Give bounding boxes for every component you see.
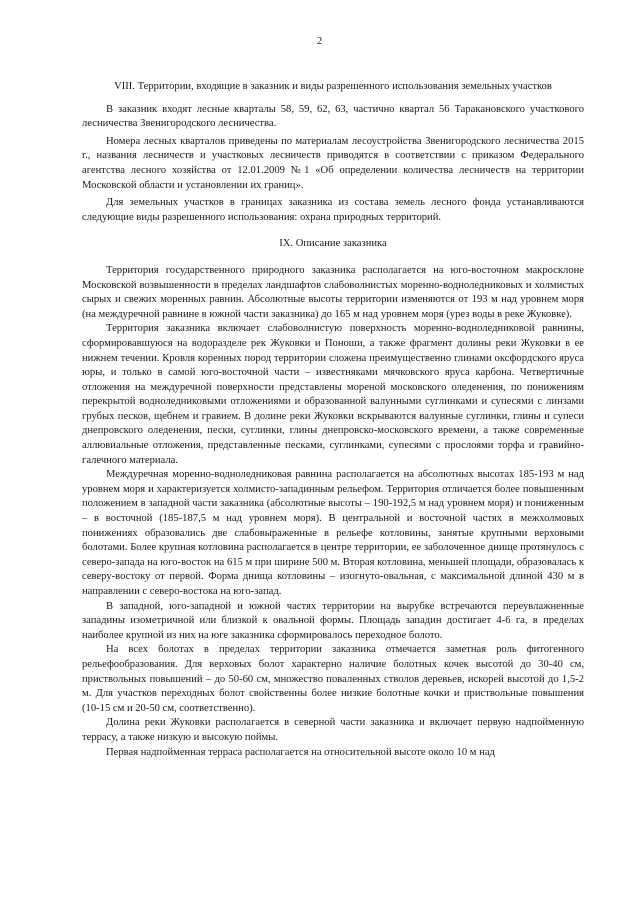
section-9-paragraph-3: Междуречная моренно-водноледниковая равнина располагается на абсолютных высотах 185-193 м над уровнем моря и характеризуется холмисто-западинным рельефом. Территория отличается более повышенным положением в западной части заказника (абсолютные высоты – 190-192,5 м над уровнем моря) и пониженным – в восточной (185-187,5 м над уровнем моря). В центральной и восточной частях в межхолмовых понижениях образовались две слабовыраженные в рельефе котловины, занятые крупными верховыми болотами. Более крупная котловина располагается в центре территории, ее заболоченное днище протянулось с северо-запада на юго-восток на 615 м при ширине 500 м. Вторая котловина, меньшей площади, образовалась к северу-востоку от первой. Форма днища котловины – изогнуто-овальная, с максимальной длиной 430 м в направлении с северо-востока на юго-запад. xyxy=(82,469,584,597)
section-8-paragraph-2: Номера лесных кварталов приведены по материалам лесоустройства Звенигородского лесничества 2015 г., названия лесничеств и участковых лесничеств приводятся в соответствии с приказом Федерального агентства лесного хозяйства от 12.01.2009 №1 «Об определении количества лесничеств на территории Московской области и установлении их границ». xyxy=(82,135,584,191)
section-9-paragraph-6: Долина реки Жуковки располагается в северной части заказника и включает первую надпойменную террасу, а также низкую и высокую поймы. xyxy=(82,717,584,743)
section-9-paragraph-1: Территория государственного природного заказника располагается на юго-восточном макросклоне Московской возвышенности в пределах ландшафтов слабоволнистых моренно-водноледниковых и холмистых сырых и свежих моренных равнин. Абсолютные высоты территории изменяются от 193 м над уровнем моря (на междуречной равнине в южной части заказника) до 165 м над уровнем моря (урез воды в реке Жуковке). xyxy=(82,264,584,320)
section-9-heading: IX. Описание заказника xyxy=(279,238,387,250)
section-9-paragraph-7: Первая надпойменная терраса располагается на относительной высоте около 10 м над xyxy=(106,746,495,758)
page-number: 2 xyxy=(316,36,323,47)
section-9-paragraph-4: В западной, юго-западной и южной частях территории на вырубке встречаются переувлажненные западины изометричной или близкой к овальной формы. Площадь западин достигает 4-6 га, в пределах наиболее крупной из них на юге заказника сформировалось переходное болото. xyxy=(82,600,584,641)
section-8-paragraph-3: Для земельных участков в границах заказника из состава земель лесного фонда устанавливаются следующие виды разрешенного использования: охрана природных территорий. xyxy=(82,197,584,223)
section-9-paragraph-5: На всех болотах в пределах территории заказника отмечается заметная роль фитогенного рельефообразования. Для верховых болот характерно наличие болотных кочек высотой до 30-40 см, приствольных повышений – до 50-60 см, множество поваленных стволов деревьев, искорей высотой до 1,5-2 м. Для участков переходных болот свойственны более низкие болотные кочки и приствольные повышения (10-15 см и 20-50 см, соответственно). xyxy=(82,644,584,714)
document-body xyxy=(82,80,584,760)
section-8-heading: VIII. Территории, входящие в заказник и виды разрешенного использования земельных участков xyxy=(114,81,552,92)
section-9-paragraph-2: Территория заказника включает слабоволнистую поверхность моренно-водноледниковой равнины, сформировавшуюся на водоразделе рек Жуковки и Поноши, а также фрагмент долины реки Жуковки в ее нижнем течении. Кровля коренных пород территории сложена преимущественно глинами оксфордского яруса юры, и только в самой юго-восточной части – известняками мячковского яруса карбона. Четвертичные отложения на междуречной поверхности представлены мореной московского оледенения, по понижениям перекрытой водноледниковыми отложениями и образованной валунными суглинками и супесями с линзами грубых песков, щебнем и гравием. В долине реки Жуковки вскрываются валунные суглинки, глины и супеси днепровского оледенения, пески, суглинки, глины днепровско-московского времени, а также современные аллювиальные отложения, представленные песками, суглинками, супесями с прослоями торфа и гравийно-галечного материала. xyxy=(82,323,584,466)
section-8-paragraph-1: В заказник входят лесные кварталы 58, 59, 62, 63, частично квартал 56 Таракановского участкового лесничества Звенигородского лесничества. xyxy=(82,103,584,130)
